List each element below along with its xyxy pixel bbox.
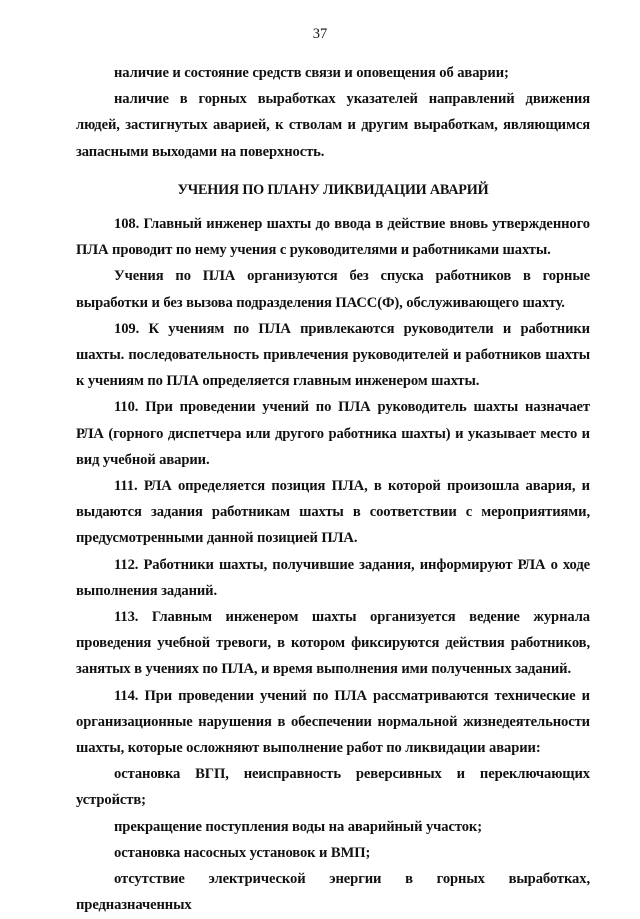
list-item-no-power: отсутствие электрической энергии в горных выработках, предназначенных: [76, 871, 590, 914]
list-item-vgp-stop: остановка ВГП, неисправность реверсивных и переключающих устройств;: [76, 766, 590, 809]
paragraph-111: 111. РЛА определяется позиция ПЛА, в которой произошла авария, и выдаются задания работникам шахты в соответствии с мероприятиями, предусмотренными данной позицией ПЛА.: [76, 478, 590, 547]
page-number: 37: [312, 26, 328, 42]
paragraph-113: 113. Главным инженером шахты организуется ведение журнала проведения учебной тревоги, в котором фиксируются действия работников, занятых в учениях по ПЛА, и время выполнения ими полученных заданий.: [76, 609, 590, 678]
paragraph-114: 114. При проведении учений по ПЛА рассматриваются технические и организационные нарушения в обеспечении нормальной жизнедеятельности шахты, которые осложняют выполнение работ по ликвидации аварии:: [76, 687, 590, 757]
section-heading: УЧЕНИЯ ПО ПЛАНУ ЛИКВИДАЦИИ АВАРИЙ: [177, 181, 489, 198]
paragraph-110: 110. При проведении учений по ПЛА руководитель шахты назначает РЛА (горного диспетчера или другого работника шахты) и указывает место и вид учебной аварии.: [76, 399, 590, 468]
list-item-water-supply: прекращение поступления воды на аварийный участок;: [114, 818, 483, 835]
paragraph-109: 109. К учениям по ПЛА привлекаются руководители и работники шахты. последовательность привлечения руководителей и работников шахты к учениям по ПЛА определяется главным инженером шахты.: [76, 320, 590, 390]
paragraph-direction-signs: наличие в горных выработках указателей направлений движения людей, застигнутых аварией, к стволам и другим выработкам, являющимся запасными выходами на поверхность.: [76, 91, 590, 160]
paragraph-108: 108. Главный инженер шахты до ввода в действие вновь утвержденного ПЛА проводит по нему учения с руководителями и работниками шахты.: [76, 216, 590, 259]
paragraph-112: 112. Работники шахты, получившие задания, информируют РЛА о ходе выполнения заданий.: [76, 556, 590, 599]
page-content: [76, 60, 590, 919]
paragraph-communications: наличие и состояние средств связи и оповещения об аварии;: [114, 65, 509, 81]
paragraph-drills-organization: Учения по ПЛА организуются без спуска работников в горные выработки и без вызова подразделения ПАСС(Ф), обслуживающего шахту.: [76, 268, 590, 311]
list-item-pumps-stop: остановка насосных установок и ВМП;: [114, 844, 371, 861]
